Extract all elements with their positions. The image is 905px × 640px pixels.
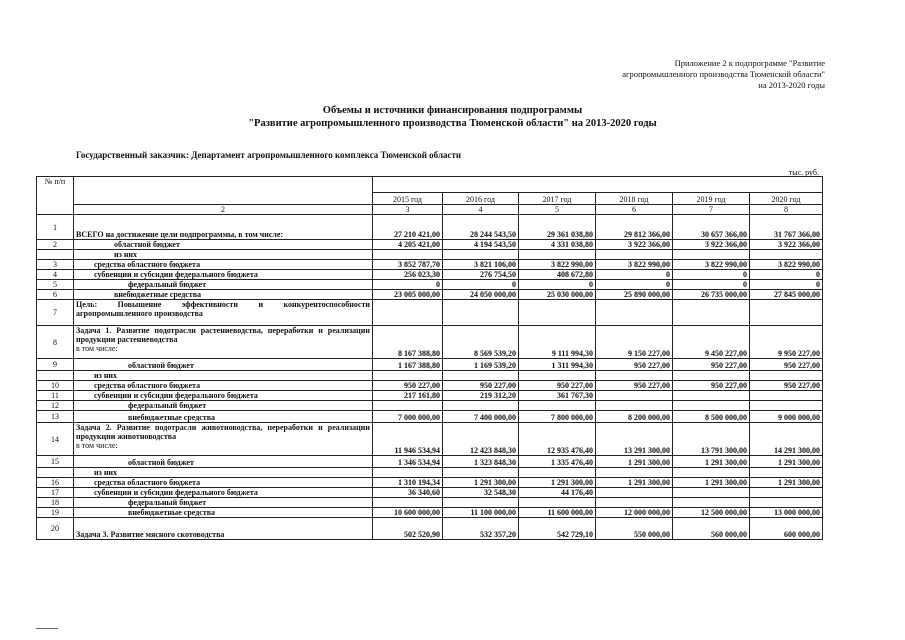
value-cell bbox=[443, 468, 519, 478]
col-number: 2 bbox=[74, 205, 373, 215]
value-cell: 26 735 000,00 bbox=[673, 290, 750, 300]
units-label: тыс. руб. bbox=[788, 168, 819, 177]
value-cell: 1 291 300,00 bbox=[750, 456, 823, 468]
value-cell bbox=[519, 250, 596, 260]
col-number: 3 bbox=[373, 205, 443, 215]
value-cell: 600 000,00 bbox=[750, 518, 823, 540]
row-label bbox=[74, 498, 373, 508]
financing-table bbox=[36, 176, 823, 540]
value-cell: 950 227,00 bbox=[443, 381, 519, 391]
header-year: 2015 год bbox=[373, 193, 443, 205]
value-cell bbox=[673, 250, 750, 260]
value-cell: 36 340,60 bbox=[373, 488, 443, 498]
value-cell: 0 bbox=[673, 280, 750, 290]
row-number: 6 bbox=[37, 290, 74, 300]
value-cell: 950 227,00 bbox=[673, 359, 750, 371]
value-cell bbox=[373, 250, 443, 260]
value-cell: 32 548,30 bbox=[443, 488, 519, 498]
value-cell bbox=[750, 371, 823, 381]
row-label bbox=[74, 300, 373, 326]
value-cell bbox=[519, 300, 596, 326]
value-cell: 0 bbox=[596, 270, 673, 280]
value-cell: 3 821 106,00 bbox=[443, 260, 519, 270]
value-cell: 219 312,20 bbox=[443, 391, 519, 401]
value-cell: 0 bbox=[750, 270, 823, 280]
row-number: 10 bbox=[37, 381, 74, 391]
value-cell: 23 005 000,00 bbox=[373, 290, 443, 300]
value-cell bbox=[673, 468, 750, 478]
value-cell: 0 bbox=[443, 280, 519, 290]
value-cell: 9 150 227,00 bbox=[596, 326, 673, 359]
value-cell: 550 000,00 bbox=[596, 518, 673, 540]
value-cell: 256 023,30 bbox=[373, 270, 443, 280]
value-cell: 0 bbox=[373, 280, 443, 290]
row-number: 11 bbox=[37, 391, 74, 401]
value-cell bbox=[750, 488, 823, 498]
value-cell bbox=[519, 371, 596, 381]
row-label bbox=[74, 488, 373, 498]
col-number: 7 bbox=[673, 205, 750, 215]
row-label bbox=[74, 456, 373, 468]
value-cell: 1 310 194,34 bbox=[373, 478, 443, 488]
value-cell: 30 657 366,00 bbox=[673, 215, 750, 240]
value-cell bbox=[443, 300, 519, 326]
value-cell: 44 176,40 bbox=[519, 488, 596, 498]
row-label bbox=[74, 478, 373, 488]
row-label bbox=[74, 270, 373, 280]
row-number bbox=[37, 250, 74, 260]
value-cell bbox=[673, 401, 750, 411]
row-label-text: внебюджетные средства bbox=[114, 290, 202, 299]
value-cell: 1 167 388,80 bbox=[373, 359, 443, 371]
table-row bbox=[37, 326, 823, 359]
value-cell: 217 161,80 bbox=[373, 391, 443, 401]
table-row bbox=[37, 518, 823, 540]
header-colnum-row bbox=[37, 205, 823, 215]
row-label bbox=[74, 326, 373, 359]
value-cell: 3 822 990,00 bbox=[673, 260, 750, 270]
table-row bbox=[37, 359, 823, 371]
value-cell: 9 111 994,30 bbox=[519, 326, 596, 359]
value-cell bbox=[596, 250, 673, 260]
table-row bbox=[37, 468, 823, 478]
value-cell: 1 291 300,00 bbox=[596, 456, 673, 468]
value-cell: 1 311 994,30 bbox=[519, 359, 596, 371]
value-cell bbox=[443, 371, 519, 381]
value-cell: 3 922 366,00 bbox=[673, 240, 750, 250]
value-cell: 4 331 038,80 bbox=[519, 240, 596, 250]
table-row bbox=[37, 240, 823, 250]
row-label-text: Задача 2. Развитие подотрасли животноводства, переработки и реализации продукции животноводства bbox=[76, 423, 370, 441]
value-cell: 8 200 000,00 bbox=[596, 411, 673, 423]
value-cell: 11 600 000,00 bbox=[519, 508, 596, 518]
value-cell: 27 210 421,00 bbox=[373, 215, 443, 240]
value-cell: 950 227,00 bbox=[750, 359, 823, 371]
value-cell: 14 291 300,00 bbox=[750, 423, 823, 456]
value-cell: 502 520,90 bbox=[373, 518, 443, 540]
header-year: 2019 год bbox=[673, 193, 750, 205]
row-label-text: из них bbox=[94, 371, 118, 380]
table-row bbox=[37, 423, 823, 456]
table-row bbox=[37, 270, 823, 280]
table-row bbox=[37, 260, 823, 270]
value-cell: 950 227,00 bbox=[673, 381, 750, 391]
table-row bbox=[37, 391, 823, 401]
value-cell: 13 791 300,00 bbox=[673, 423, 750, 456]
row-label bbox=[74, 411, 373, 423]
value-cell: 3 822 990,00 bbox=[750, 260, 823, 270]
value-cell bbox=[373, 401, 443, 411]
row-label bbox=[74, 391, 373, 401]
value-cell bbox=[596, 498, 673, 508]
value-cell bbox=[373, 498, 443, 508]
title-line: Объемы и источники финансирования подпрограммы bbox=[322, 105, 583, 116]
row-label-text: средства областного бюджета bbox=[94, 381, 201, 390]
value-cell: 950 227,00 bbox=[519, 381, 596, 391]
row-number: 14 bbox=[37, 423, 74, 456]
col-number: 6 bbox=[596, 205, 673, 215]
col-number: 8 bbox=[750, 205, 823, 215]
value-cell bbox=[596, 401, 673, 411]
value-cell bbox=[750, 250, 823, 260]
value-cell: 9 950 227,00 bbox=[750, 326, 823, 359]
value-cell: 3 822 990,00 bbox=[596, 260, 673, 270]
table-row bbox=[37, 371, 823, 381]
appendix-line: на 2013-2020 годы bbox=[758, 80, 825, 90]
value-cell: 9 000 000,00 bbox=[750, 411, 823, 423]
value-cell: 361 767,30 bbox=[519, 391, 596, 401]
table-row bbox=[37, 381, 823, 391]
value-cell: 1 169 539,20 bbox=[443, 359, 519, 371]
value-cell: 0 bbox=[673, 270, 750, 280]
value-cell bbox=[750, 401, 823, 411]
value-cell: 8 167 388,80 bbox=[373, 326, 443, 359]
row-label bbox=[74, 518, 373, 540]
row-number: 7 bbox=[37, 300, 74, 326]
table-row bbox=[37, 498, 823, 508]
header-row bbox=[37, 177, 823, 193]
value-cell bbox=[750, 498, 823, 508]
table-body bbox=[37, 177, 823, 540]
value-cell bbox=[596, 300, 673, 326]
table-row bbox=[37, 478, 823, 488]
value-cell: 1 291 300,00 bbox=[673, 456, 750, 468]
value-cell: 0 bbox=[596, 280, 673, 290]
table-row bbox=[37, 215, 823, 240]
row-label-text: Цель: Повышение эффективности и конкурентоспособности агропромышленного производства bbox=[76, 300, 370, 318]
header-year: 2018 год bbox=[596, 193, 673, 205]
value-cell bbox=[373, 371, 443, 381]
value-cell: 8 500 000,00 bbox=[673, 411, 750, 423]
row-number: 1 bbox=[37, 215, 74, 240]
value-cell: 3 822 990,00 bbox=[519, 260, 596, 270]
value-cell bbox=[519, 401, 596, 411]
header-num-col: № п/п bbox=[37, 177, 74, 215]
row-number: 5 bbox=[37, 280, 74, 290]
row-label-text: областной бюджет bbox=[128, 458, 194, 467]
value-cell bbox=[373, 468, 443, 478]
value-cell bbox=[443, 498, 519, 508]
row-label-text: из них bbox=[114, 250, 138, 259]
value-cell bbox=[750, 468, 823, 478]
row-number: 16 bbox=[37, 478, 74, 488]
row-number: 13 bbox=[37, 411, 74, 423]
value-cell: 28 244 543,50 bbox=[443, 215, 519, 240]
row-label-text: областной бюджет bbox=[128, 361, 194, 370]
row-number: 2 bbox=[37, 240, 74, 250]
row-label bbox=[74, 290, 373, 300]
row-number: 3 bbox=[37, 260, 74, 270]
row-label bbox=[74, 381, 373, 391]
row-label-text: внебюджетные средства bbox=[128, 413, 216, 422]
value-cell bbox=[443, 250, 519, 260]
value-cell bbox=[673, 498, 750, 508]
header-blank bbox=[74, 177, 373, 205]
value-cell: 408 672,80 bbox=[519, 270, 596, 280]
row-label-text: областной бюджет bbox=[114, 240, 180, 249]
value-cell bbox=[750, 391, 823, 401]
value-cell: 950 227,00 bbox=[596, 381, 673, 391]
row-number bbox=[37, 371, 74, 381]
value-cell: 1 346 534,94 bbox=[373, 456, 443, 468]
row-label bbox=[74, 359, 373, 371]
value-cell: 29 812 366,00 bbox=[596, 215, 673, 240]
value-cell bbox=[596, 391, 673, 401]
row-number: 18 bbox=[37, 498, 74, 508]
value-cell: 12 500 000,00 bbox=[673, 508, 750, 518]
value-cell bbox=[673, 391, 750, 401]
value-cell: 29 361 038,80 bbox=[519, 215, 596, 240]
value-cell bbox=[673, 371, 750, 381]
value-cell bbox=[750, 300, 823, 326]
value-cell bbox=[519, 468, 596, 478]
row-label-note: в том числе: bbox=[76, 344, 118, 353]
row-label-text: из них bbox=[94, 468, 118, 477]
row-label bbox=[74, 215, 373, 240]
value-cell bbox=[596, 468, 673, 478]
value-cell bbox=[596, 371, 673, 381]
value-cell: 7 000 000,00 bbox=[373, 411, 443, 423]
row-label bbox=[74, 260, 373, 270]
table-row bbox=[37, 508, 823, 518]
header-year: 2016 год bbox=[443, 193, 519, 205]
table-row bbox=[37, 401, 823, 411]
value-cell: 7 800 000,00 bbox=[519, 411, 596, 423]
value-cell: 11 946 534,94 bbox=[373, 423, 443, 456]
row-label-text: субвенции и субсидии федерального бюджета bbox=[94, 391, 258, 400]
footer-rule bbox=[36, 628, 58, 629]
value-cell: 532 357,20 bbox=[443, 518, 519, 540]
value-cell: 0 bbox=[750, 280, 823, 290]
value-cell: 31 767 366,00 bbox=[750, 215, 823, 240]
row-label-text: субвенции и субсидии федерального бюджета bbox=[94, 270, 258, 279]
row-label-text: Задача 3. Развитие мясного скотоводства bbox=[76, 530, 225, 539]
value-cell: 1 291 300,00 bbox=[673, 478, 750, 488]
table-row bbox=[37, 250, 823, 260]
value-cell: 4 205 421,00 bbox=[373, 240, 443, 250]
value-cell: 13 000 000,00 bbox=[750, 508, 823, 518]
value-cell: 3 922 366,00 bbox=[750, 240, 823, 250]
value-cell: 11 100 000,00 bbox=[443, 508, 519, 518]
row-label-text: субвенции и субсидии федерального бюджета bbox=[94, 488, 258, 497]
value-cell: 560 000,00 bbox=[673, 518, 750, 540]
row-label-text: ВСЕГО на достижение цели подпрограммы, в том числе: bbox=[76, 230, 284, 239]
value-cell: 10 600 000,00 bbox=[373, 508, 443, 518]
row-label-text: средства областного бюджета bbox=[94, 478, 201, 487]
value-cell: 25 890 000,00 bbox=[596, 290, 673, 300]
value-cell: 542 729,10 bbox=[519, 518, 596, 540]
row-label-text: федеральный бюджет bbox=[128, 498, 207, 507]
state-customer: Государственный заказчик: Департамент агропромышленного комплекса Тюменской области bbox=[76, 150, 462, 160]
value-cell: 1 291 300,00 bbox=[519, 478, 596, 488]
value-cell: 950 227,00 bbox=[596, 359, 673, 371]
document-title bbox=[0, 104, 905, 130]
value-cell bbox=[673, 300, 750, 326]
value-cell: 1 291 300,00 bbox=[596, 478, 673, 488]
value-cell: 0 bbox=[519, 280, 596, 290]
row-label bbox=[74, 468, 373, 478]
value-cell: 12 423 848,30 bbox=[443, 423, 519, 456]
value-cell bbox=[673, 488, 750, 498]
header-year: 2020 год bbox=[750, 193, 823, 205]
value-cell: 1 291 300,00 bbox=[443, 478, 519, 488]
appendix-line: Приложение 2 к подпрограмме "Развитие bbox=[674, 58, 825, 68]
row-label bbox=[74, 508, 373, 518]
row-label bbox=[74, 240, 373, 250]
value-cell: 1 323 848,30 bbox=[443, 456, 519, 468]
row-label bbox=[74, 423, 373, 456]
value-cell: 3 852 787,70 bbox=[373, 260, 443, 270]
table-row bbox=[37, 300, 823, 326]
value-cell: 3 922 366,00 bbox=[596, 240, 673, 250]
value-cell: 25 030 000,00 bbox=[519, 290, 596, 300]
row-number: 8 bbox=[37, 326, 74, 359]
value-cell: 12 000 000,00 bbox=[596, 508, 673, 518]
row-number: 17 bbox=[37, 488, 74, 498]
header-blank bbox=[373, 177, 823, 193]
table-row bbox=[37, 488, 823, 498]
table-row bbox=[37, 411, 823, 423]
col-number: 4 bbox=[443, 205, 519, 215]
value-cell: 1 291 300,00 bbox=[750, 478, 823, 488]
table-row bbox=[37, 456, 823, 468]
row-number: 9 bbox=[37, 359, 74, 371]
title-line: "Развитие агропромышленного производства Тюменской области" на 2013-2020 годы bbox=[248, 118, 657, 129]
value-cell: 12 935 476,40 bbox=[519, 423, 596, 456]
value-cell bbox=[443, 401, 519, 411]
value-cell bbox=[519, 498, 596, 508]
value-cell: 950 227,00 bbox=[750, 381, 823, 391]
value-cell: 27 845 000,00 bbox=[750, 290, 823, 300]
row-label-note: в том числе: bbox=[76, 441, 118, 450]
col-number: 5 bbox=[519, 205, 596, 215]
row-number bbox=[37, 468, 74, 478]
row-label bbox=[74, 250, 373, 260]
row-number: 15 bbox=[37, 456, 74, 468]
value-cell: 13 291 300,00 bbox=[596, 423, 673, 456]
value-cell: 24 050 000,00 bbox=[443, 290, 519, 300]
table-row bbox=[37, 290, 823, 300]
appendix-note bbox=[622, 58, 825, 91]
header-year: 2017 год bbox=[519, 193, 596, 205]
row-label bbox=[74, 371, 373, 381]
value-cell: 4 194 543,50 bbox=[443, 240, 519, 250]
row-label-text: федеральный бюджет bbox=[128, 280, 207, 289]
value-cell: 1 335 476,40 bbox=[519, 456, 596, 468]
value-cell: 8 569 539,20 bbox=[443, 326, 519, 359]
value-cell bbox=[596, 488, 673, 498]
row-label-text: Задача 1. Развитие подотрасли растениеводства, переработки и реализации продукции растениеводства bbox=[76, 326, 370, 344]
value-cell bbox=[373, 300, 443, 326]
value-cell: 9 450 227,00 bbox=[673, 326, 750, 359]
row-number: 12 bbox=[37, 401, 74, 411]
row-label bbox=[74, 280, 373, 290]
value-cell: 950 227,00 bbox=[373, 381, 443, 391]
row-label-text: средства областного бюджета bbox=[94, 260, 201, 269]
appendix-line: агропромышленного производства Тюменской области" bbox=[622, 69, 825, 79]
row-label bbox=[74, 401, 373, 411]
row-number: 20 bbox=[37, 518, 74, 540]
row-label-text: федеральный бюджет bbox=[128, 401, 207, 410]
value-cell: 7 400 000,00 bbox=[443, 411, 519, 423]
row-number: 19 bbox=[37, 508, 74, 518]
row-number: 4 bbox=[37, 270, 74, 280]
row-label-text: внебюджетные средства bbox=[128, 508, 216, 517]
table-row bbox=[37, 280, 823, 290]
value-cell: 276 754,50 bbox=[443, 270, 519, 280]
